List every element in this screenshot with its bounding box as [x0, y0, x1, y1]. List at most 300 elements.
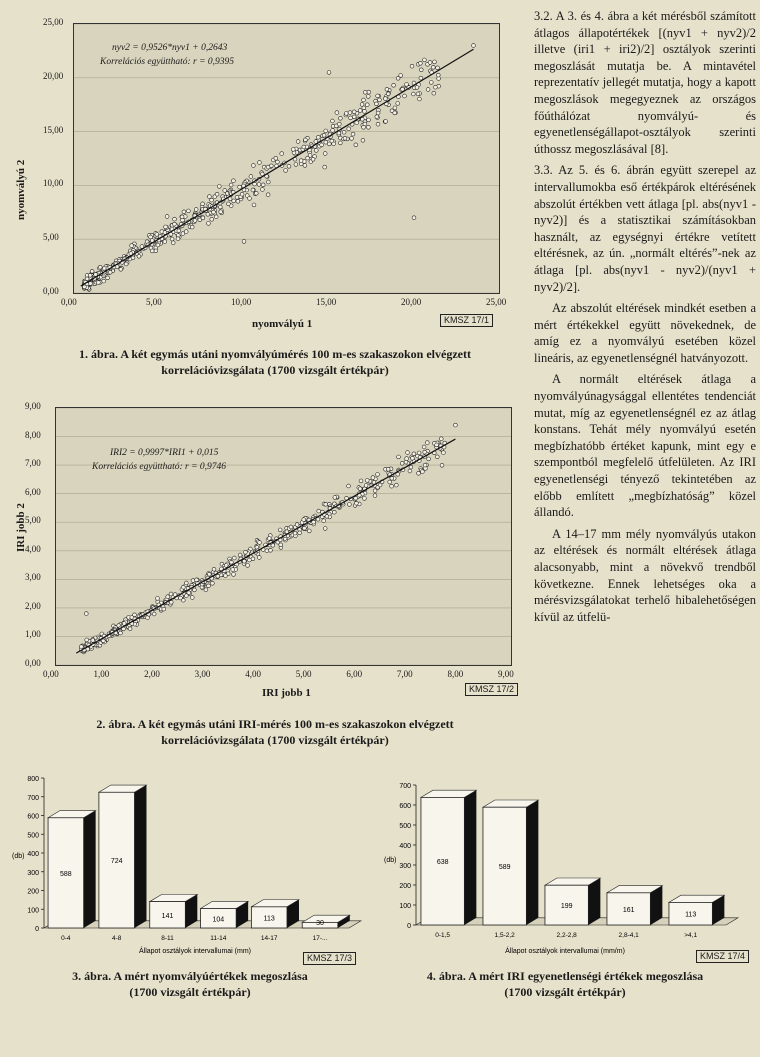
data-point — [365, 479, 369, 483]
fig4-bar-chart — [380, 752, 755, 962]
fig1-stamp: KMSZ 17/1 — [440, 314, 493, 327]
data-point — [367, 90, 371, 94]
data-point — [184, 581, 188, 585]
fig1-xlabel: nyomvályú 1 — [252, 318, 313, 330]
x-tick-label: 15,00 — [316, 297, 337, 307]
data-point — [248, 197, 252, 201]
data-point — [351, 132, 355, 136]
data-point — [207, 222, 211, 226]
data-point — [375, 115, 379, 119]
data-point — [302, 518, 306, 522]
data-point — [236, 199, 240, 203]
data-point — [403, 94, 407, 98]
data-point — [90, 269, 94, 273]
x-tick-label: 5,00 — [146, 297, 162, 307]
fig1-ylabel: nyomvályú 2 — [15, 159, 27, 220]
y-tick-label: 8,00 — [25, 429, 41, 440]
data-point — [390, 484, 394, 488]
category-label: 4-8 — [111, 935, 122, 942]
data-point — [211, 581, 215, 585]
data-point — [287, 164, 291, 168]
y-tick-label: 0 — [407, 923, 411, 930]
fig2-caption-line2: korrelációvizsgálata (1700 vizsgált értékpár) — [161, 733, 389, 747]
data-point — [108, 270, 112, 274]
bar-side — [464, 790, 476, 925]
data-point — [101, 639, 105, 643]
data-point — [327, 142, 331, 146]
y-tick-label: 4,00 — [25, 543, 41, 554]
x-tick-label: 0,00 — [43, 669, 59, 679]
data-point — [322, 133, 326, 137]
data-point — [194, 208, 198, 212]
y-tick-label: 0,00 — [25, 658, 41, 668]
data-point — [362, 125, 366, 129]
category-label: 2,2-2,8 — [556, 932, 577, 939]
data-point — [210, 217, 214, 221]
bar-value-label: 588 — [60, 870, 72, 878]
data-point — [216, 574, 220, 578]
data-point — [316, 135, 320, 139]
y-tick-label: 100 — [399, 903, 411, 910]
data-point — [408, 469, 412, 473]
data-point — [308, 154, 312, 158]
data-point — [252, 164, 256, 168]
data-point — [376, 94, 380, 98]
paragraph-normalized-deviation: A normált eltérések átlaga a nyomvályúnagysággal ellentétes tendenciát mutat, míg az egyenetlenségnél ez az átlag konstans. Tehát mély nyomvályú esetén megbízhatóbb értéket kapunk, mint egy e szempontból megfelelő útfelületen. Az IRI egyenetlenségi tényező tekintetében az előbb említett „megbízhatóság” közel állandó. — [534, 372, 756, 520]
data-point — [170, 237, 174, 241]
data-point — [232, 179, 236, 183]
data-point — [333, 496, 337, 500]
data-point — [396, 102, 400, 106]
bar-value-label: 30 — [316, 920, 324, 927]
fig3-bar-chart — [10, 752, 370, 962]
y-tick-label: 300 — [27, 869, 39, 877]
data-point — [249, 175, 253, 179]
data-point — [150, 249, 154, 253]
data-point — [289, 525, 293, 529]
data-point — [429, 81, 433, 85]
data-point — [149, 235, 153, 239]
data-point — [411, 92, 415, 96]
data-point — [155, 233, 159, 237]
data-point — [367, 118, 371, 122]
x-tick-label: 5,00 — [295, 669, 312, 679]
data-point — [257, 183, 261, 187]
x-tick-label: 25,00 — [486, 297, 507, 307]
data-point — [274, 156, 278, 160]
y-tick-label: 300 — [399, 863, 411, 870]
data-point — [284, 169, 288, 173]
fig3-stamp: KMSZ 17/3 — [303, 952, 356, 965]
data-point — [307, 529, 311, 533]
data-point — [173, 222, 177, 226]
category-label: 0-1,5 — [435, 932, 451, 939]
y-tick-label: 700 — [27, 794, 39, 802]
y-tick-label: 10,00 — [43, 178, 64, 189]
data-point — [266, 193, 270, 197]
y-tick-label: 700 — [399, 783, 411, 790]
fig2-caption — [20, 716, 530, 748]
fig2-equation: IRI2 = 0,9997*IRI1 + 0,015 — [110, 448, 219, 458]
paragraph-absolute-deviation: Az abszolút eltérések mindkét esetben a mért értékekkel együtt növekednek, de amíg ez a nyomvályú esetében közel lineáris, az egyenetlenségnél hatványozott. — [534, 301, 756, 365]
data-point — [210, 198, 214, 202]
data-point — [246, 564, 250, 568]
data-point — [298, 531, 302, 535]
data-point — [84, 612, 88, 616]
data-point — [238, 185, 242, 189]
data-point — [169, 600, 173, 604]
bar-value-label: 589 — [498, 864, 511, 872]
data-point — [303, 526, 307, 530]
bar-value-label: 113 — [685, 911, 697, 919]
data-point — [204, 588, 208, 592]
data-point — [432, 91, 436, 95]
data-point — [472, 44, 476, 48]
data-point — [171, 241, 175, 245]
x-tick-label: 3,00 — [194, 669, 211, 679]
data-point — [244, 550, 248, 554]
data-point — [358, 109, 362, 113]
data-point — [208, 195, 212, 199]
data-point — [258, 541, 262, 545]
data-point — [347, 484, 351, 488]
data-point — [106, 276, 110, 280]
data-point — [358, 487, 362, 491]
y-tick-label: 20,00 — [43, 70, 64, 81]
paragraph-14-17mm: A 14–17 mm mély nyomvályús utakon az eltérések és normált eltérések átlaga alacsonyabb, mint a növekvő trendből következne. Ennek lehetséges oka a mérésvizsgálatokat terhelő hibalehetőségen kívül az útfelü- — [534, 526, 756, 624]
data-point — [359, 479, 363, 483]
y-tick-label: 5,00 — [43, 232, 59, 243]
data-point — [322, 519, 326, 523]
fig3-caption-line2: (1700 vizsgált értékpár) — [129, 985, 251, 999]
data-point — [397, 455, 401, 459]
data-point — [434, 85, 438, 89]
fig3-caption — [20, 968, 360, 1000]
data-point — [412, 452, 416, 456]
fig1-caption-line2: korrelációvizsgálata (1700 vizsgált értékpár) — [161, 363, 389, 377]
data-point — [166, 595, 170, 599]
data-point — [394, 483, 398, 487]
data-point — [80, 645, 84, 649]
data-point — [248, 558, 252, 562]
data-point — [364, 484, 368, 488]
data-point — [162, 607, 166, 611]
data-point — [291, 148, 295, 152]
data-point — [349, 116, 353, 120]
data-point — [173, 217, 177, 221]
data-point — [426, 88, 430, 92]
data-point — [187, 209, 191, 213]
data-point — [193, 219, 197, 223]
data-point — [97, 281, 101, 285]
data-point — [417, 471, 421, 475]
data-point — [229, 183, 233, 187]
data-point — [423, 463, 427, 467]
data-point — [89, 282, 93, 286]
data-point — [223, 189, 227, 193]
data-point — [320, 143, 324, 147]
data-point — [242, 240, 246, 244]
data-point — [399, 74, 403, 78]
data-point — [405, 83, 409, 87]
bar-side — [588, 878, 600, 925]
data-point — [218, 205, 222, 209]
category-label: 8-11 — [161, 935, 174, 942]
data-point — [128, 627, 132, 631]
y-tick-label: 3,00 — [25, 572, 41, 583]
x-axis-title: Állapot osztályok intervallumai (mm) — [138, 948, 252, 955]
fig2-correlation: Korrelációs együttható: r = 0,9746 — [92, 462, 227, 472]
data-point — [228, 197, 232, 201]
data-point — [352, 115, 356, 119]
data-point — [393, 111, 397, 115]
x-tick-label: 1,00 — [93, 669, 110, 679]
data-point — [350, 137, 354, 141]
data-point — [181, 232, 185, 236]
data-point — [344, 112, 348, 116]
data-point — [439, 437, 443, 441]
data-point — [195, 578, 199, 582]
category-label: 1,5-2,2 — [494, 932, 515, 939]
data-point — [119, 267, 123, 271]
fig1-caption-line1: 1. ábra. A két egymás utáni nyomvályúmérés 100 m-es szakaszokon elvégzett — [79, 347, 471, 361]
data-point — [440, 463, 444, 467]
data-point — [88, 273, 92, 277]
data-point — [362, 98, 366, 102]
category-label: 0-4 — [61, 935, 71, 942]
data-point — [266, 180, 270, 184]
data-point — [267, 537, 271, 541]
y-tick-label: 0 — [35, 926, 39, 933]
data-point — [232, 573, 236, 577]
y-tick-label: 200 — [399, 883, 411, 890]
data-point — [295, 523, 299, 527]
data-point — [224, 564, 228, 568]
data-point — [338, 141, 342, 145]
data-point — [384, 97, 388, 101]
data-point — [331, 129, 335, 133]
data-point — [163, 231, 167, 235]
data-point — [293, 531, 297, 535]
fig4-caption — [385, 968, 745, 1000]
data-point — [373, 494, 377, 498]
data-point — [386, 467, 390, 471]
data-point — [371, 476, 375, 480]
bar-value-label: 638 — [436, 859, 449, 867]
bar-value-label: 104 — [212, 916, 225, 924]
y-tick-label: 800 — [27, 776, 39, 783]
data-point — [355, 501, 359, 505]
data-point — [240, 192, 244, 196]
data-point — [365, 103, 369, 107]
fig2-xlabel: IRI jobb 1 — [262, 687, 311, 699]
fig1-correlation: Korrelációs együttható: r = 0,9395 — [100, 57, 235, 67]
data-point — [261, 188, 265, 192]
data-point — [363, 90, 367, 94]
data-point — [176, 237, 180, 241]
data-point — [164, 225, 168, 229]
category-label: 2,8-4,1 — [618, 932, 639, 939]
data-point — [347, 127, 351, 131]
data-point — [421, 470, 425, 474]
data-point — [415, 86, 419, 90]
data-point — [419, 68, 423, 72]
y-axis-title: (db) — [12, 853, 25, 860]
bar-side — [134, 785, 146, 928]
y-tick-label: 25,00 — [43, 17, 64, 27]
data-point — [130, 244, 134, 248]
regression-line — [81, 49, 474, 286]
data-point — [348, 503, 352, 507]
data-point — [331, 119, 335, 123]
data-point — [405, 457, 409, 461]
data-point — [417, 451, 421, 455]
data-point — [312, 520, 316, 524]
data-point — [431, 65, 435, 69]
data-point — [124, 262, 128, 266]
data-point — [231, 568, 235, 572]
data-point — [137, 254, 141, 258]
data-point — [422, 445, 426, 449]
data-point — [266, 165, 270, 169]
bar-value-label: 199 — [560, 903, 573, 911]
data-point — [201, 216, 205, 220]
x-tick-label: 20,00 — [401, 297, 422, 307]
data-point — [419, 61, 423, 65]
data-point — [400, 461, 404, 465]
data-point — [191, 579, 195, 583]
data-point — [392, 83, 396, 87]
data-point — [179, 596, 183, 600]
data-point — [212, 567, 216, 571]
data-point — [409, 465, 413, 469]
data-point — [238, 553, 242, 557]
category-label: 11-14 — [210, 935, 227, 942]
data-point — [363, 497, 367, 501]
data-point — [376, 122, 380, 126]
data-point — [404, 460, 408, 464]
data-point — [280, 152, 284, 156]
fig4-stamp: KMSZ 17/4 — [696, 950, 749, 963]
data-point — [131, 256, 135, 260]
data-point — [102, 279, 106, 283]
data-point — [323, 152, 327, 156]
data-point — [242, 559, 246, 563]
y-tick-label: 6,00 — [25, 486, 41, 497]
y-tick-label: 15,00 — [43, 124, 64, 135]
x-tick-label: 2,00 — [144, 669, 160, 679]
data-point — [224, 574, 228, 578]
data-point — [232, 556, 236, 560]
bar-value-label: 141 — [161, 912, 174, 920]
data-point — [362, 106, 366, 110]
x-tick-label: 8,00 — [447, 669, 464, 679]
data-point — [393, 106, 397, 110]
y-tick-label: 400 — [27, 851, 39, 858]
data-point — [435, 455, 439, 459]
y-tick-label: 0,00 — [43, 286, 59, 296]
data-point — [181, 585, 185, 589]
x-tick-label: 0,00 — [61, 297, 77, 307]
data-point — [375, 102, 379, 106]
data-point — [304, 138, 308, 142]
bar-value-label: 161 — [622, 906, 635, 914]
data-point — [235, 195, 239, 199]
data-point — [133, 613, 137, 617]
data-point — [433, 60, 437, 64]
data-point — [367, 125, 371, 129]
y-tick-label: 400 — [399, 843, 411, 850]
data-point — [436, 73, 440, 77]
data-point — [385, 87, 389, 91]
y-tick-label: 9,00 — [25, 401, 41, 411]
y-tick-label: 7,00 — [25, 458, 41, 469]
data-point — [119, 631, 123, 635]
data-point — [265, 549, 269, 553]
bar-side — [84, 811, 96, 928]
fig1-caption — [20, 346, 530, 378]
y-tick-label: 100 — [27, 907, 39, 915]
data-point — [342, 130, 346, 134]
data-point — [419, 76, 423, 80]
category-label: >4,1 — [684, 932, 698, 939]
data-point — [412, 216, 416, 220]
data-point — [435, 443, 439, 447]
data-point — [303, 164, 307, 168]
data-point — [165, 215, 169, 219]
data-point — [323, 527, 327, 531]
data-point — [206, 212, 210, 216]
data-point — [296, 140, 300, 144]
data-point — [406, 451, 410, 455]
data-point — [257, 556, 261, 560]
data-point — [180, 215, 184, 219]
data-point — [317, 509, 321, 513]
data-point — [355, 121, 359, 125]
data-point — [152, 612, 156, 616]
data-point — [378, 483, 382, 487]
x-tick-label: 7,00 — [396, 669, 413, 679]
data-point — [85, 638, 89, 642]
data-point — [227, 202, 231, 206]
data-point — [276, 160, 280, 164]
data-point — [232, 199, 236, 203]
data-point — [215, 192, 219, 196]
data-point — [201, 202, 205, 206]
y-tick-label: 200 — [27, 888, 39, 896]
data-point — [314, 149, 318, 153]
data-point — [436, 66, 440, 70]
data-point — [230, 560, 234, 564]
data-point — [299, 159, 303, 163]
fig2-ylabel: IRI jobb 2 — [15, 503, 27, 552]
y-tick-label: 1,00 — [25, 629, 41, 640]
x-tick-label: 10,00 — [231, 297, 252, 307]
x-tick-label: 4,00 — [245, 669, 261, 679]
data-point — [366, 95, 370, 99]
bar-value-label: 724 — [110, 858, 123, 866]
data-point — [207, 584, 211, 588]
data-point — [416, 92, 420, 96]
fig4-caption-line2: (1700 vizsgált értékpár) — [504, 985, 626, 999]
data-point — [373, 489, 377, 493]
fig1-equation: nyv2 = 0,9526*nyv1 + 0,2643 — [112, 43, 228, 53]
data-point — [354, 496, 358, 500]
data-point — [343, 136, 347, 140]
data-point — [410, 64, 414, 68]
y-tick-label: 600 — [27, 813, 39, 821]
data-point — [352, 110, 356, 114]
